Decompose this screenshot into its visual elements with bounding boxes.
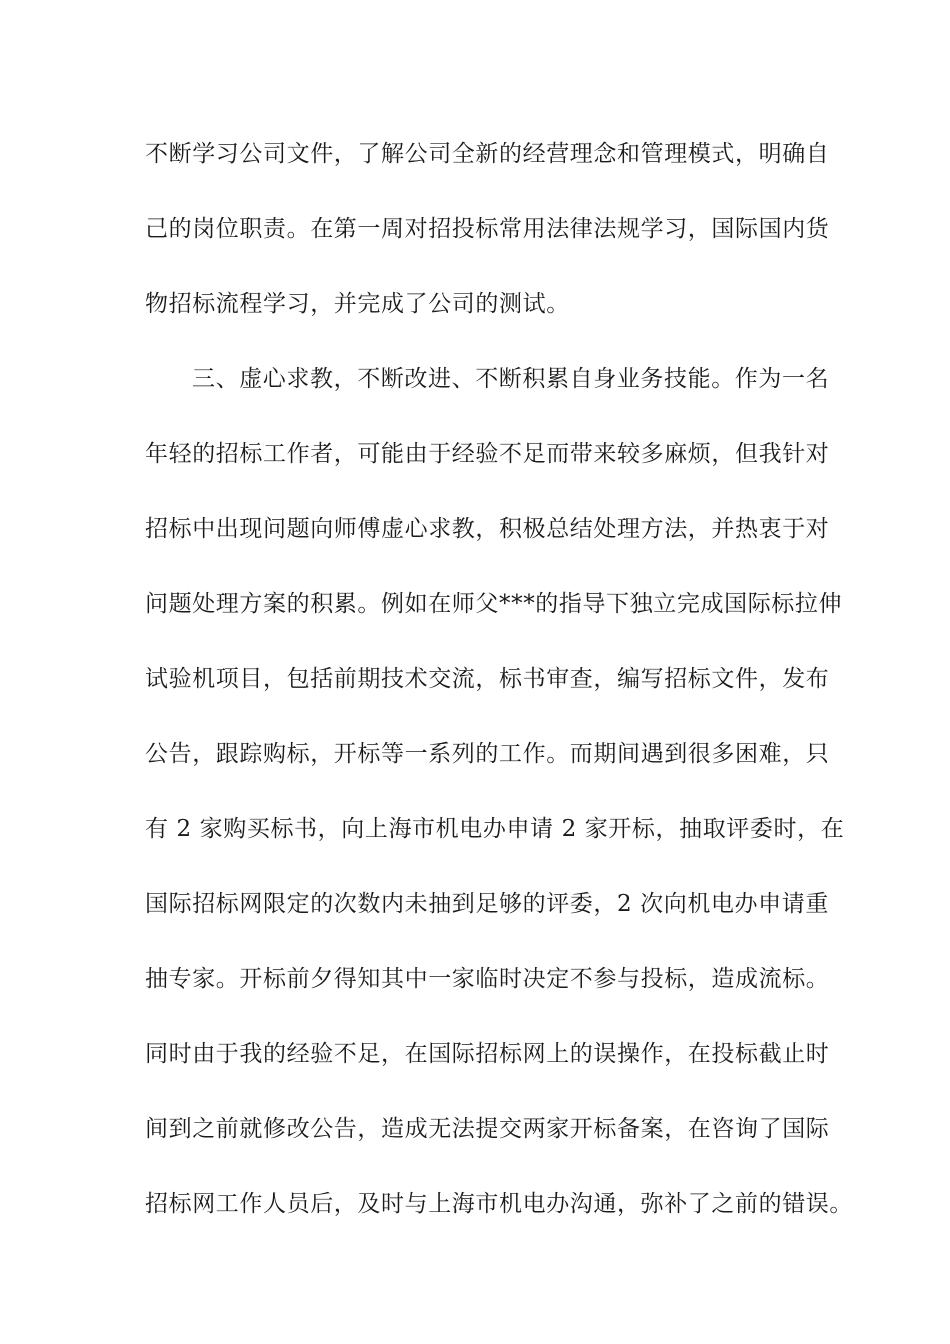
text-line: 己的岗位职责。在第一周对招投标常用法律法规学习，国际国内货 <box>145 216 830 242</box>
text-line: 抽专家。开标前夕得知其中一家临时决定不参与投标，造成流标。 <box>145 966 830 992</box>
text-line: 国际招标网限定的次数内未抽到足够的评委，2 次向机电办申请重 <box>145 891 829 917</box>
text-line: 年轻的招标工作者，可能由于经验不足而带来较多麻烦，但我针对 <box>145 441 830 467</box>
text-line: 招标网工作人员后，及时与上海市机电办沟通，弥补了之前的错误。 <box>145 1191 853 1217</box>
paragraph-heading-line: 三、虚心求教，不断改进、不断积累自身业务技能。作为一名 <box>192 366 830 392</box>
text-line: 物招标流程学习，并完成了公司的测试。 <box>145 291 570 317</box>
text-line: 招标中出现问题向师傅虚心求教，积极总结处理方法，并热衷于对 <box>145 516 830 542</box>
text-line: 同时由于我的经验不足，在国际招标网上的误操作，在投标截止时 <box>145 1041 830 1067</box>
text-line: 有 2 家购买标书，向上海市机电办申请 2 家开标，抽取评委时，在 <box>145 816 845 842</box>
text-line: 不断学习公司文件，了解公司全新的经营理念和管理模式，明确自 <box>145 141 830 167</box>
text-line: 公告，跟踪购标，开标等一系列的工作。而期间遇到很多困难，只 <box>145 741 830 767</box>
text-line: 间到之前就修改公告，造成无法提交两家开标备案，在咨询了国际 <box>145 1116 830 1142</box>
text-line: 问题处理方案的积累。例如在师父***的指导下独立完成国际标拉伸 <box>145 591 843 617</box>
text-line: 试验机项目，包括前期技术交流，标书审查，编写招标文件，发布 <box>145 666 830 692</box>
